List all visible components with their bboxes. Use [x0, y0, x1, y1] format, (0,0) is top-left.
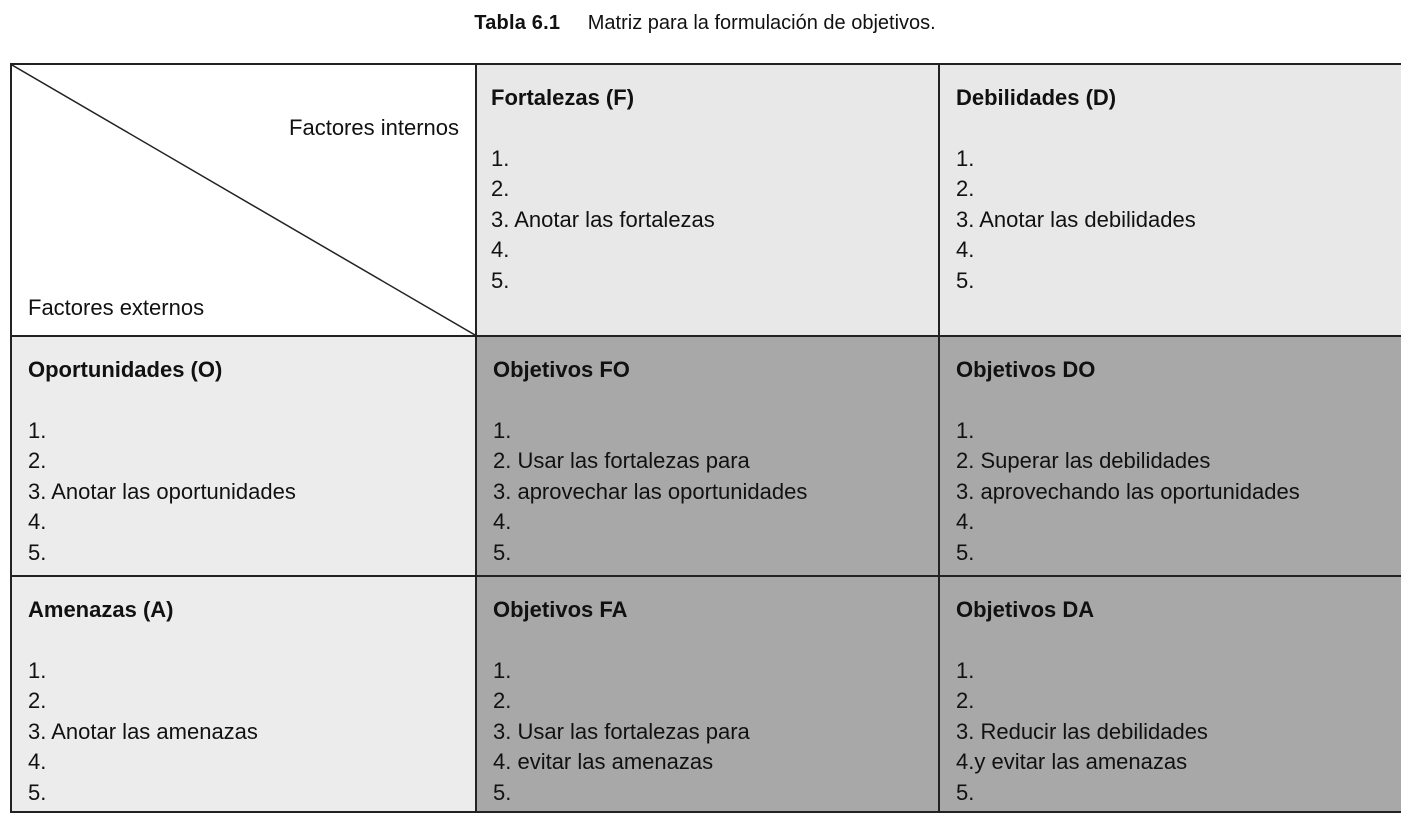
- grid-divider-horizontal: [12, 335, 1399, 337]
- list-item: 3. aprovechando las oportunidades: [956, 478, 1300, 504]
- list-item: 5.: [493, 779, 512, 805]
- grid-divider-vertical: [938, 65, 940, 811]
- list-item: 2.: [28, 688, 47, 713]
- cell-heading: Fortalezas (F): [491, 85, 635, 110]
- list-item: 1.: [956, 657, 975, 683]
- cell-objetivos-fo: [477, 337, 938, 575]
- list-item: 1.: [491, 145, 510, 171]
- list-item: 2.: [956, 688, 975, 713]
- list-item: 5.: [491, 267, 510, 293]
- list-item: 3. Anotar las amenazas: [28, 718, 258, 744]
- cell-heading: Objetivos DO: [956, 357, 1096, 382]
- list-item: 5.: [956, 267, 975, 293]
- list-item: 1.: [956, 417, 975, 443]
- list-item: 4.: [956, 509, 975, 534]
- list-item: 5.: [28, 779, 47, 805]
- list-item: 5.: [28, 539, 47, 565]
- list-item: 3. Anotar las debilidades: [956, 206, 1196, 232]
- grid-divider-horizontal: [12, 575, 1399, 577]
- cell-heading: Objetivos DA: [956, 597, 1095, 622]
- cell-fortalezas: [475, 65, 938, 335]
- list-item: 4.: [28, 509, 47, 534]
- list-item: 4.: [493, 509, 512, 534]
- caption-label: Tabla 6.1: [474, 12, 561, 34]
- swot-matrix: [10, 63, 1401, 813]
- cell-objetivos-fa: [477, 577, 938, 811]
- list-item: 1.: [493, 657, 512, 683]
- list-item: 5.: [956, 539, 975, 565]
- list-item: 3. Reducir las debilidades: [956, 718, 1208, 744]
- list-item: 4. evitar las amenazas: [493, 749, 714, 774]
- cell-debilidades: [940, 65, 1401, 335]
- list-item: 3. Usar las fortalezas para: [493, 718, 750, 744]
- list-item: 1.: [28, 417, 47, 443]
- cell-heading: Objetivos FO: [493, 357, 630, 382]
- internal-factors-label: Factores internos: [289, 115, 459, 140]
- list-item: 3. aprovechar las oportunidades: [493, 478, 808, 504]
- list-item: 3. Anotar las oportunidades: [28, 478, 296, 504]
- list-item: 4.y evitar las amenazas: [956, 749, 1188, 774]
- cell-amenazas: [12, 577, 475, 811]
- cell-objetivos-do: [940, 337, 1401, 575]
- corner-cell: [12, 65, 475, 335]
- list-item: 1.: [956, 145, 975, 171]
- list-item: 2.: [493, 688, 512, 713]
- list-item: 2.: [28, 448, 47, 473]
- list-item: 5.: [956, 779, 975, 805]
- list-item: 1.: [28, 657, 47, 683]
- list-item: 2. Superar las debilidades: [956, 448, 1211, 473]
- list-item: 2.: [491, 176, 510, 201]
- list-item: 4.: [28, 749, 47, 774]
- cell-oportunidades: [12, 337, 475, 575]
- list-item: 3. Anotar las fortalezas: [491, 206, 715, 232]
- cell-heading: Oportunidades (O): [28, 357, 223, 382]
- grid-divider-vertical: [475, 65, 477, 811]
- list-item: 2. Usar las fortalezas para: [493, 448, 750, 473]
- cell-heading: Objetivos FA: [493, 597, 628, 622]
- list-item: 1.: [493, 417, 512, 443]
- cell-heading: Amenazas (A): [28, 597, 174, 622]
- list-item: 2.: [956, 176, 975, 201]
- list-item: 4.: [491, 237, 510, 262]
- external-factors-label: Factores externos: [28, 295, 205, 320]
- caption-title: Matriz para la formulación de objetivos.: [587, 12, 936, 34]
- list-item: 5.: [493, 539, 512, 565]
- table-caption: [0, 12, 1410, 35]
- cell-heading: Debilidades (D): [956, 85, 1117, 110]
- list-item: 4.: [956, 237, 975, 262]
- cell-objetivos-da: [940, 577, 1401, 811]
